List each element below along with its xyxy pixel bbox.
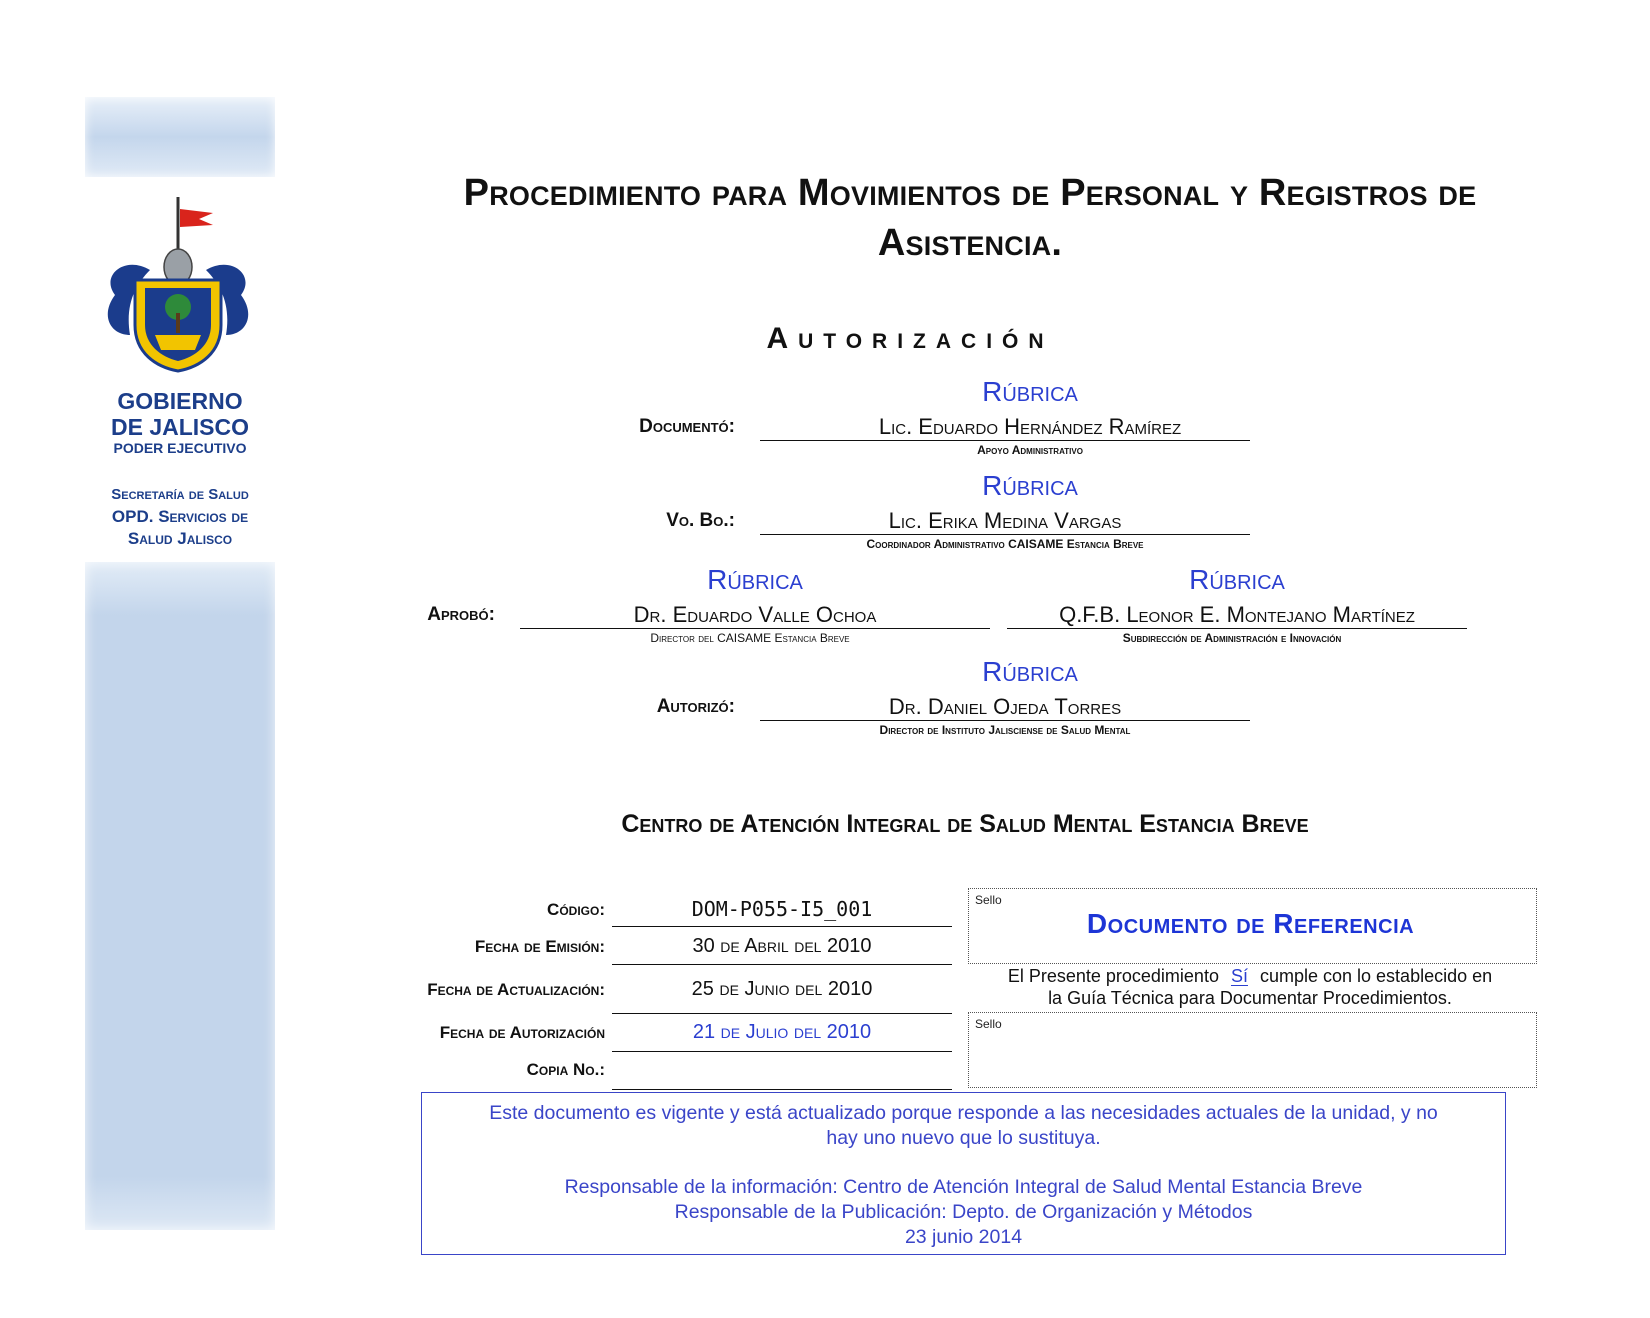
- name-vobo: Lic. Erika Medina Vargas: [888, 508, 1122, 533]
- value-autorizacion: 21 de Julio del 2010: [692, 1021, 872, 1043]
- sidebar-top-panel: [85, 97, 275, 177]
- rubrica-autorizo: Rúbrica: [982, 656, 1078, 687]
- signature-line-vobo: [760, 534, 1250, 535]
- signature-line-aprobo1: [520, 628, 990, 629]
- sello-label-1: Sello: [975, 893, 1002, 907]
- notice-line1: Este documento es vigente y está actualizado porque responde a las necesidades actuales de la unidad, y no: [489, 1102, 1438, 1124]
- document-title: [345, 168, 1595, 268]
- name-aprobo2: Q.F.B. Leonor E. Montejano Martínez: [1059, 602, 1415, 627]
- gov-line1: GOBIERNO: [117, 388, 243, 414]
- guide-pre: El Presente procedimiento: [1007, 966, 1219, 986]
- label-actualizacion: Fecha de Actualización:: [427, 980, 605, 999]
- role-aprobo2: Subdirección de Administración e Innovación: [1122, 631, 1342, 645]
- notice-line4: Responsable de la Publicación: Depto. de Organización y Métodos: [674, 1201, 1253, 1223]
- value-actualizacion: 25 de Junio del 2010: [691, 978, 873, 1000]
- reference-title: Documento de Referencia: [1086, 908, 1415, 939]
- role-aprobo1: Director del CAISAME Estancia Breve: [650, 631, 850, 645]
- label-aprobo: Aprobó:: [427, 604, 495, 625]
- role-documento: Apoyo Administrativo: [977, 443, 1083, 457]
- validity-notice: [421, 1092, 1506, 1255]
- value-codigo: DOM-P055-I5_001: [691, 897, 873, 921]
- stamp-box-empty: [968, 1012, 1537, 1088]
- role-vobo: Coordinador Administrativo CAISAME Estancia Breve: [866, 537, 1144, 551]
- sec-line3: Salud Jalisco: [127, 529, 233, 548]
- gov-line3: PODER EJECUTIVO: [113, 440, 247, 456]
- guide-post: cumple con lo establecido en: [1259, 966, 1493, 986]
- sec-line2: OPD. Servicios de: [111, 507, 249, 526]
- jalisco-coat-of-arms-icon: [95, 195, 265, 380]
- value-emision: 30 de Abril del 2010: [692, 935, 872, 957]
- gov-line2: DE JALISCO: [110, 414, 250, 440]
- sello-label-2: Sello: [975, 1017, 1002, 1031]
- center-title: Centro de Atención Integral de Salud Mental Estancia Breve: [621, 810, 1309, 838]
- label-autorizacion: Fecha de Autorización: [439, 1023, 605, 1042]
- label-copia: Copia No.:: [526, 1060, 605, 1079]
- secretaria-block: [85, 484, 275, 550]
- label-autorizo: Autorizó:: [656, 696, 735, 717]
- notice-line5: 23 junio 2014: [904, 1226, 1023, 1248]
- label-codigo: Código:: [547, 900, 605, 919]
- gov-name: [85, 388, 275, 440]
- sec-line1: Secretaría de Salud: [111, 486, 249, 503]
- signature-line-autorizo: [760, 720, 1250, 721]
- guide-statement: [960, 965, 1540, 1009]
- field-line-actualizacion: [612, 1013, 952, 1014]
- notice-line3: Responsable de la información: Centro de Atención Integral de Salud Mental Estancia Breve: [564, 1176, 1363, 1198]
- field-line-copia: [612, 1089, 952, 1090]
- title-line1: Procedimiento para Movimientos de Personal y Registros de: [463, 172, 1477, 214]
- role-autorizo: Director de Instituto Jalisciense de Salud Mental: [879, 723, 1131, 737]
- guide-line2: la Guía Técnica para Documentar Procedimientos.: [1048, 988, 1452, 1008]
- field-line-emision: [612, 964, 952, 965]
- name-documento: Lic. Eduardo Hernández Ramírez: [878, 414, 1182, 439]
- rubrica-vobo: Rúbrica: [982, 470, 1078, 501]
- name-autorizo: Dr. Daniel Ojeda Torres: [888, 694, 1122, 719]
- guide-si: Sí: [1230, 966, 1248, 986]
- title-line2: Asistencia.: [877, 222, 1063, 264]
- rubrica-documento: Rúbrica: [982, 376, 1078, 407]
- signature-line-aprobo2: [1007, 628, 1467, 629]
- authorization-heading: Autorización: [766, 322, 1054, 355]
- field-line-autorizacion: [612, 1051, 952, 1052]
- field-line-codigo: [612, 926, 952, 927]
- sidebar-bottom-panel: [85, 562, 275, 1230]
- label-vobo: Vo. Bo.:: [666, 510, 735, 531]
- rubrica-aprobo2: Rúbrica: [1189, 564, 1285, 595]
- label-emision: Fecha de Emisión:: [474, 937, 605, 956]
- name-aprobo1: Dr. Eduardo Valle Ochoa: [633, 602, 877, 627]
- signature-line-documento: [760, 440, 1250, 441]
- notice-line2: hay uno nuevo que lo sustituya.: [826, 1127, 1101, 1149]
- label-documento: Documentó:: [639, 416, 735, 437]
- rubrica-aprobo1: Rúbrica: [707, 564, 803, 595]
